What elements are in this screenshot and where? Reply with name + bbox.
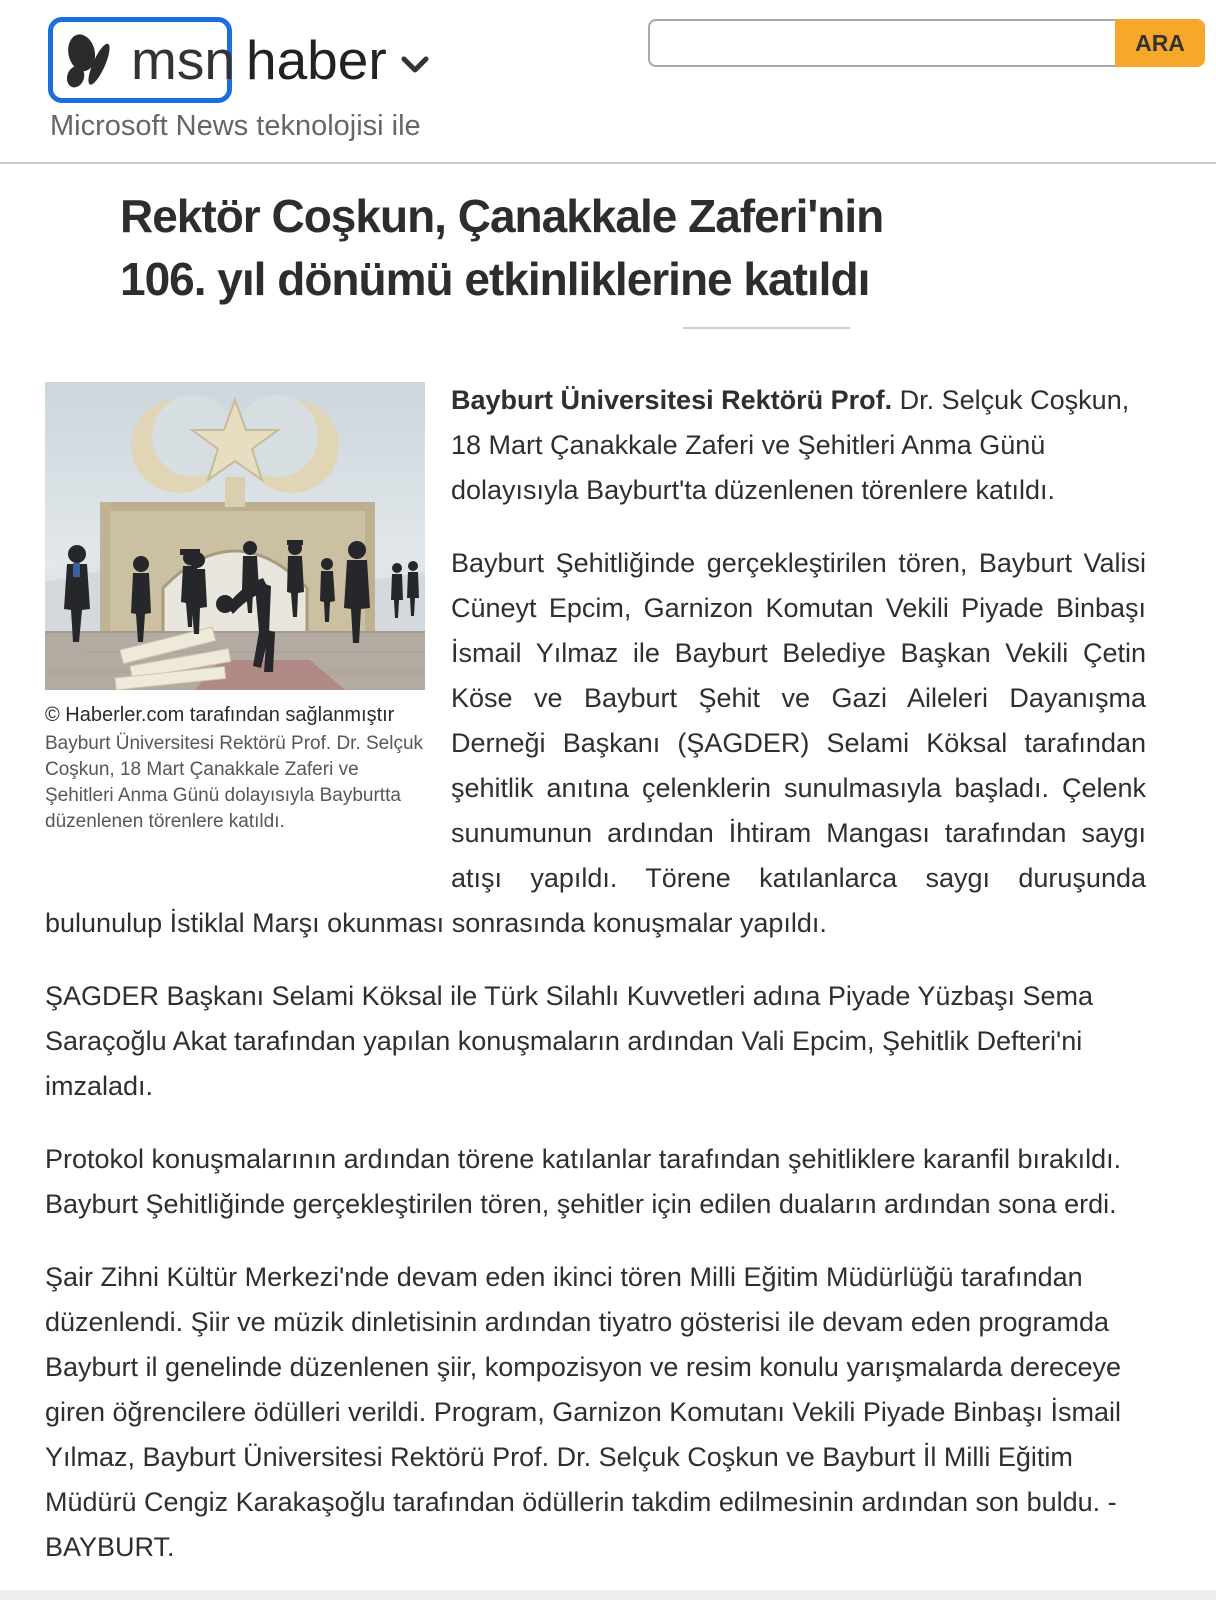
search-input[interactable] xyxy=(648,19,1115,67)
page-title xyxy=(120,185,1146,311)
header-divider xyxy=(0,162,1216,164)
paragraph-5: Şair Zihni Kültür Merkezi'nde devam eden ikinci tören Milli Eğitim Müdürlüğü tarafından düzenlendi. Şiir ve müzik dinletisinin ardından tiyatro gösterisi ile devam eden programda Bayburt il genelinde düzenlenen şiir, kompozisyon ve resim konulu yarışmalarda dereceye giren öğrencilere ödülleri verildi. Program, Garnizon Komutanı Vekili Piyade Binbaşı İsmail Yılmaz, Bayburt Üniversitesi Rektörü Prof. Dr. Selçuk Coşkun ve Bayburt İl Milli Eğitim Müdürü Cengiz Karakaşoğlu tarafından ödüllerin takdim edilmesinin ardından son buldu. - BAYBURT. xyxy=(45,1262,1122,1562)
paragraph-4: Protokol konuşmalarının ardından törene katılanlar tarafından şehitliklere karanfil bırakıldı. Bayburt Şehitliğinde gerçekleştirilen tören, şehitler için edilen duaların ardından sona erdi. xyxy=(45,1144,1122,1219)
site-header xyxy=(0,0,1216,163)
article-figure xyxy=(45,382,425,835)
photo-caption: Bayburt Üniversitesi Rektörü Prof. Dr. Selçuk Coşkun, 18 Mart Çanakkale Zaferi ve Şehitleri Anma Günü dolayısıyla Bayburtta düzenlenen törenlere katıldı. xyxy=(45,733,424,832)
title-divider xyxy=(683,327,850,329)
msn-logo-text: msn xyxy=(131,28,235,91)
chevron-down-icon[interactable] xyxy=(401,56,429,74)
footer-strip xyxy=(0,1590,1216,1600)
paragraph-1-rest: Dr. Selçuk Coşkun, 18 Mart Çanakkale Zaferi ve Şehitleri Anma Günü dolayısıyla Bayburt'ta düzenlenen törenlere katıldı. xyxy=(451,385,1130,505)
paragraph-3: ŞAGDER Başkanı Selami Köksal ile Türk Silahlı Kuvvetleri adına Piyade Yüzbaşı Sema Saraçoğlu Akat tarafından yapılan konuşmaların ardından Vali Epcim, Şehitlik Defteri'ni imzaladı. xyxy=(45,981,1094,1101)
article xyxy=(0,185,1216,1570)
photo-credit: © Haberler.com tarafından sağlanmıştır xyxy=(45,704,395,726)
paragraph-2: Bayburt Şehitliğinde gerçekleştirilen tören, Bayburt Valisi Cüneyt Epcim, Garnizon Komutan Vekili Piyade Binbaşı İsmail Yılmaz ile Bayburt Belediye Başkan Vekili Çetin Köse ve Bayburt Şehit ve Gazi Aileleri Dayanışma Derneği Başkanı (ŞAGDER) Selami Köksal tarafından şehitlik anıtına çelenklerin sunulmasıyla başladı. Çelenk sunumunun ardından İhtiram Mangası tarafından saygı atışı yapıldı. Törene katılanlarca saygı duruşunda bulunulup İstiklal Marşı okunması sonrasında konuşmalar yapıldı. xyxy=(45,548,1146,938)
paragraph-1-lead: Bayburt Üniversitesi Rektörü Prof. xyxy=(451,385,893,415)
search-button[interactable]: ARA xyxy=(1115,19,1205,67)
title-line-1: Rektör Coşkun, Çanakkale Zaferi'nin xyxy=(120,190,884,242)
search-bar xyxy=(648,19,1205,67)
tagline: Microsoft News teknolojisi ile xyxy=(50,110,421,142)
brand-row xyxy=(48,17,429,103)
msn-butterfly-icon xyxy=(63,28,123,92)
section-title[interactable]: haber xyxy=(246,28,387,91)
title-line-2: 106. yıl dönümü etkinliklerine katıldı xyxy=(120,253,870,305)
msn-logo[interactable] xyxy=(48,17,235,103)
article-photo xyxy=(45,382,425,690)
article-body xyxy=(45,378,1146,1570)
